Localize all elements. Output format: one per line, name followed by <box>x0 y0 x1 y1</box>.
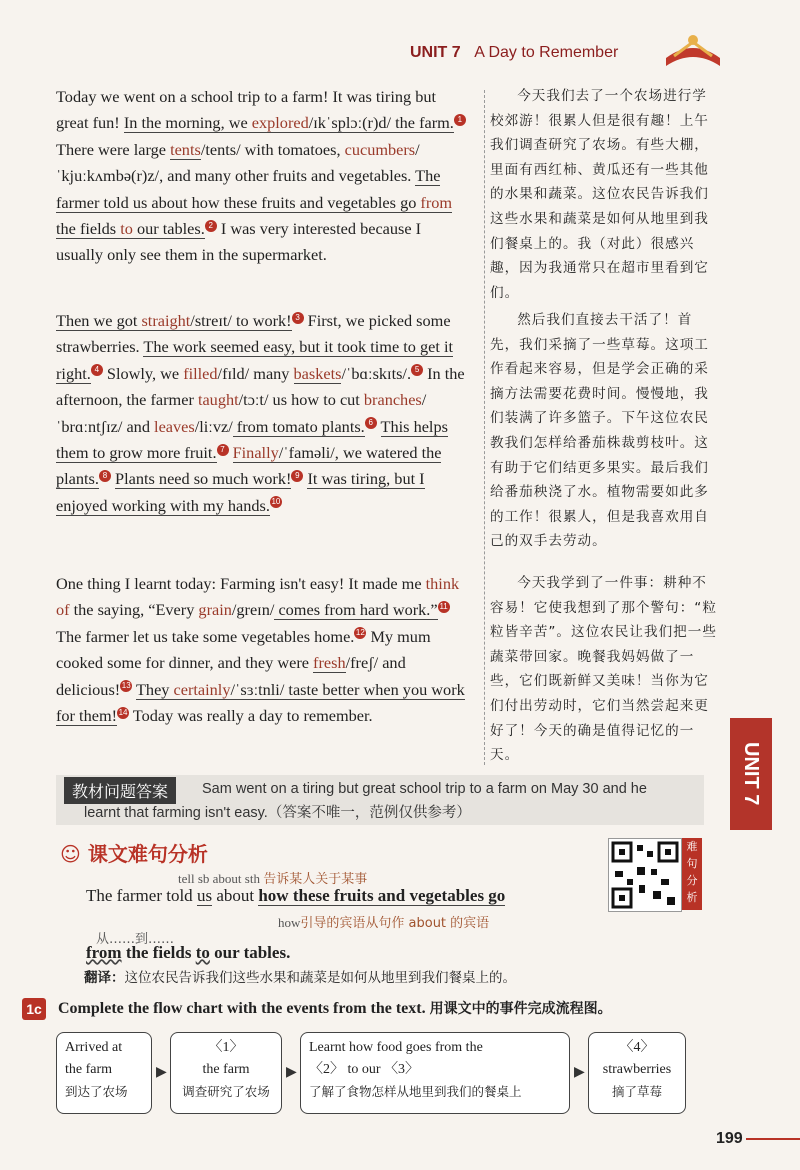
sentence: . <box>406 363 412 383</box>
flow-arrow-icon: ▶ <box>286 1065 297 1080</box>
vocab-word: tents <box>170 139 201 159</box>
phonetic: /greɪn/ <box>231 600 275 620</box>
sentence: the saying, “Every <box>69 600 199 620</box>
phonetic: /liːvz/ <box>194 416 233 436</box>
smile-icon: ☺ <box>60 842 81 866</box>
phonetic: /freʃ/ <box>345 653 379 673</box>
unit-label: UNIT 7 <box>410 44 461 61</box>
sentence: Today we went on a school trip to a farm! It was tiring but great fun! <box>56 87 437 133</box>
note-marker: 10 <box>271 497 281 507</box>
sentence: My mum cooked some for dinner, and they were <box>56 626 431 673</box>
answer-text-line-2: learnt that farming isn't easy.（答案不唯一，范例仅供参考） <box>84 805 471 821</box>
vocab-word: baskets <box>293 363 342 383</box>
sentence: I was very interested because I usually only see them in the supermarket. <box>56 219 422 265</box>
analysis-title-text: 课文难句分析 <box>87 842 208 866</box>
sentence: There were large <box>56 139 171 159</box>
analysis-title <box>60 838 208 867</box>
sentence: Slowly, we <box>102 363 184 383</box>
note-marker: 1 <box>454 114 466 126</box>
exercise-title: Complete the flow chart with the events from the text. 用课文中的事件完成流程图。 <box>58 1000 612 1017</box>
sentence: many <box>249 363 294 383</box>
answer-label: 教材问题答案 <box>64 777 176 804</box>
answer-text-line-1: Sam went on a tiring but great school trip to a farm on May 30 and he <box>202 781 647 797</box>
sentence: The farmer let us take some vegetables home. <box>56 626 355 646</box>
flow-box-2: 〈1〉 the farm 调查研究了农场 <box>170 1032 282 1114</box>
sentence-underlined: comes from hard work.” <box>274 600 438 620</box>
note-marker: 14 <box>118 707 128 717</box>
sentence-underlined: from tomato plants. <box>232 416 365 436</box>
qr-tab-label: 难句分析 <box>682 838 702 910</box>
note-marker: 9 <box>291 470 303 482</box>
note-marker: 7 <box>217 444 229 456</box>
sentence: First, we picked some strawberries. <box>56 311 451 357</box>
flow-box-3: Learnt how food goes from the 〈2〉 to our 〈3〉 了解了食物怎样从地里到我们的餐桌上 <box>300 1032 570 1114</box>
gloss-from-to: 从……到…… <box>96 932 175 947</box>
phonetic: /tents/ <box>200 139 241 159</box>
sentence-underlined: Finally/ˈfaməli/, we watered the plants. <box>56 443 442 489</box>
flow-box-4: 〈4〉 strawberries 摘了草莓 <box>588 1032 686 1114</box>
exercise-id: 1c <box>22 998 46 1020</box>
sentence-underlined: Then we got straight/streɪt/ to work! <box>56 311 292 330</box>
chinese-translation-3: 今天我学到了一件事：耕种不容易！它使我想到了那个警句：“粒粒皆辛苦”。这位农民让我们把一些蔬菜带回家。晚餐我妈妈做了一些，它们既新鲜又美味！当你为它们付出劳动时，它们当然尝起来更好了！今天的确是值得记忆的一天。 <box>490 575 717 764</box>
analysis-sentence-1: The farmer told us about how these fruits and vegetables go <box>86 886 506 905</box>
sentence: Today was really a day to remember. <box>129 706 373 726</box>
phonetic: /tɔːt/ <box>238 390 269 410</box>
vocab-word: branches <box>363 390 422 410</box>
page-number: 199 <box>716 1130 743 1147</box>
english-paragraph-1 <box>56 84 472 269</box>
note-marker: 8 <box>99 470 111 482</box>
unit-title: A Day to Remember <box>474 44 619 61</box>
note-marker: 6 <box>365 417 377 429</box>
sentence: with tomatoes, <box>240 139 345 159</box>
sentence-underlined: This helps them to grow more fruit. <box>56 416 448 463</box>
book-logo-icon <box>660 28 726 76</box>
sentence-underlined: The work seemed easy, but it took time to get it right. <box>56 337 453 383</box>
analysis-sentence-2: from the fields to our tables. <box>86 943 291 962</box>
note-marker: 3 <box>292 312 304 324</box>
phonetic: /ˈbɑːskɪts/ <box>341 363 407 383</box>
vocab-word: taught <box>197 390 239 410</box>
gloss-how-clause: how引导的宾语从句作 about 的宾语 <box>278 915 490 931</box>
note-marker: 5 <box>411 364 423 376</box>
sentence: and delicious! <box>56 653 406 699</box>
note-marker: 2 <box>205 220 217 232</box>
qr-code-icon[interactable] <box>608 838 682 912</box>
running-header <box>410 44 618 62</box>
note-marker: 11 <box>439 601 448 611</box>
english-paragraph-3 <box>56 571 472 729</box>
gloss-tell-sb: tell sb about sth 告诉某人关于某事 <box>178 871 368 887</box>
phonetic: /ˈbrɑːntʃɪz/ <box>56 390 427 436</box>
note-marker: 12 <box>355 628 365 638</box>
vocab-word: filled <box>183 363 218 383</box>
column-divider <box>484 90 485 765</box>
chinese-translation-2: 然后我们直接去干活了！首先，我们采摘了一些草莓。这项工作看起来容易，但是学会正确的采摘方法需要花费时间。慢慢地，我们装满了许多篮子。下午这位农民教我们怎样给番茄株裁剪枝叶。这有助于它们结更多果实。最后我们给番茄秧浇了水。植物需要如此多的工作！很累人，但是我喜欢用自己的双手去劳动。 <box>490 312 709 550</box>
sentence-underlined: Plants need so much work! <box>115 469 292 489</box>
phonetic: /ˈkjuːkʌmbə(r)z/ <box>56 139 420 186</box>
page-number-line <box>746 1138 800 1150</box>
analysis-translation: 翻译：这位农民告诉我们这些水果和蔬菜是如何从地里到我们餐桌上的。 <box>84 970 516 986</box>
sentence: us how to cut <box>268 390 364 410</box>
english-paragraph-2 <box>56 308 472 519</box>
vocab-word: think of <box>56 574 460 620</box>
vocab-word: cucumbers <box>344 139 416 159</box>
sentence-underlined: In the morning, we explored/ɪkˈsplɔː(r)d/ the farm. <box>123 113 454 133</box>
vocab-word: leaves <box>154 416 195 436</box>
sentence-underlined: They certainly/ˈsɜːtnli/ taste better when you work for them! <box>56 679 465 726</box>
sentence-underlined: It was tiring, but I enjoyed working with my hands. <box>56 469 425 515</box>
note-marker: 4 <box>91 364 103 376</box>
flow-box-1: Arrived at the farm 到达了农场 <box>56 1032 152 1114</box>
sentence: , and many other fruits and vegetables. <box>159 166 412 186</box>
vocab-word: grain <box>198 600 232 620</box>
sentence: In the afternoon, the farmer <box>56 363 465 410</box>
sentence: One thing I learnt today: Farming isn't easy! It made me <box>56 574 426 593</box>
vocab-word: fresh <box>313 653 346 673</box>
flow-arrow-icon: ▶ <box>574 1065 585 1080</box>
chinese-translation-1: 今天我们去了一个农场进行学校郊游！很累人但是很有趣！上午我们调查研究了农场。有些大棚，里面有西红柿、黄瓜还有一些其他的水果和蔬菜。这位农民告诉我们这些水果和蔬菜是如何从地里到我们餐桌上的。我（对此）很感兴趣，因为我通常只在超市里看到它们。 <box>490 88 709 301</box>
phonetic: /fɪld/ <box>217 363 250 383</box>
sentence-underlined: The farmer told us about how these fruits and vegetables go from the fields to our tables. <box>56 166 453 239</box>
note-marker: 13 <box>121 681 131 691</box>
flow-arrow-icon: ▶ <box>156 1065 167 1080</box>
sentence: and <box>122 416 155 436</box>
unit-side-tab: UNIT 7 <box>730 718 772 830</box>
